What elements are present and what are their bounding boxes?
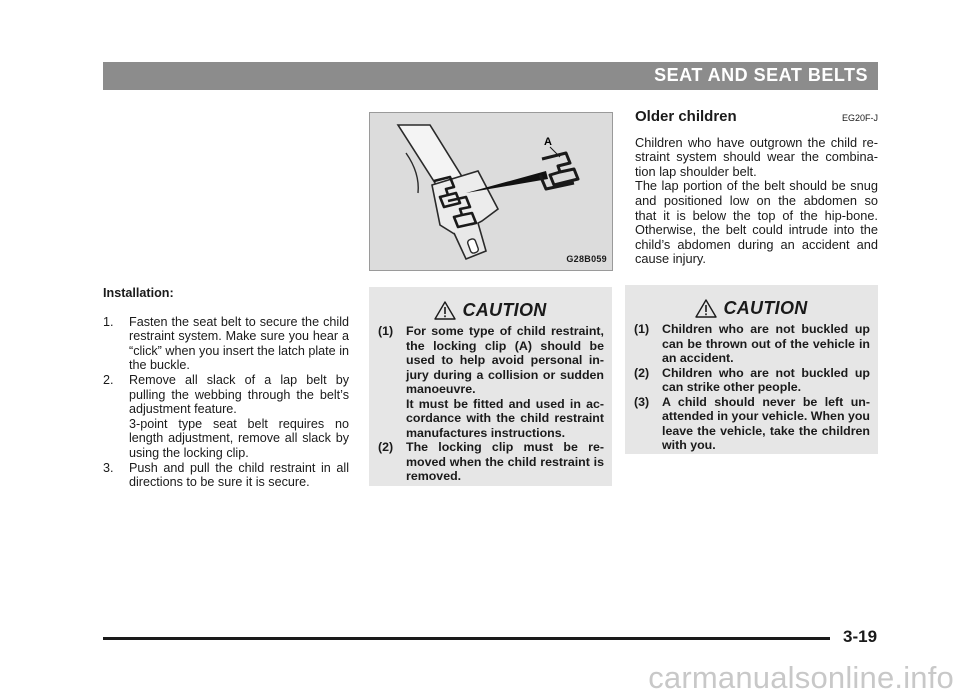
- caution-list: [625, 322, 878, 453]
- page-header-title: SEAT AND SEAT BELTS: [654, 65, 868, 85]
- page-number: 3-19: [843, 627, 878, 646]
- step-number: 2.: [103, 372, 114, 387]
- step-text: Push and pull the child restraint in all directions to be sure it is secure.: [129, 460, 349, 490]
- step-number: 3.: [103, 460, 114, 475]
- body-paragraph: The lap portion of the belt should be snug and positioned low on the abdomen so that it is below the top of the hip-bone. Otherwise, the belt could intrude into the child’s abdomen during an accident and cause injury.: [635, 178, 878, 267]
- belt-webbing-edge: [406, 153, 418, 193]
- footer-rule: [103, 637, 830, 640]
- older-children-section: [635, 110, 878, 267]
- caution-box-older-children: [625, 285, 878, 454]
- header-bar: [103, 62, 878, 90]
- locking-clip-detail: [540, 153, 578, 189]
- section-code: EG20F-J: [841, 113, 878, 123]
- figure-label-a: A: [544, 136, 552, 148]
- caution-title-text: CAUTION: [723, 298, 808, 319]
- list-item: [103, 315, 349, 373]
- list-item: [378, 324, 604, 440]
- section-header: [635, 110, 878, 126]
- warning-triangle-icon: [434, 301, 456, 320]
- figure-code: G28B059: [566, 254, 607, 264]
- caution-text: The locking clip must be re-moved when the child restraint is removed.: [406, 440, 604, 483]
- caution-text: A child should never be left un-attended in your vehicle. When you leave the vehicle, take the children with you.: [662, 394, 870, 452]
- list-item: [634, 322, 870, 366]
- caution-text-continued: It must be fitted and used in ac-cordance with the child restraint manufactures instructions.: [406, 396, 604, 440]
- locking-clip-illustration: [369, 112, 613, 271]
- watermark: carmanualsonline.info: [648, 660, 954, 695]
- caution-title: [369, 301, 612, 320]
- list-item: [103, 373, 349, 461]
- installation-steps: [103, 315, 349, 490]
- step-number: 1.: [103, 314, 114, 329]
- installation-section: [103, 286, 349, 490]
- installation-heading: Installation:: [103, 286, 174, 300]
- body-paragraph: Children who have outgrown the child re-straint system should wear the combina-tion lap shoulder belt.: [635, 134, 878, 179]
- caution-number: (1): [634, 322, 650, 336]
- caution-list: [369, 324, 612, 484]
- caution-text: Children who are not buckled up can strike other people.: [662, 365, 870, 394]
- caution-title-text: CAUTION: [462, 300, 547, 321]
- caution-box-child-restraint: [369, 287, 612, 486]
- caution-number: (1): [378, 324, 394, 338]
- warning-triangle-icon: [695, 299, 717, 318]
- list-item: [634, 366, 870, 395]
- caution-number: (2): [378, 440, 394, 454]
- seat-belt-clip-drawing: [370, 113, 612, 270]
- caution-number: (3): [634, 394, 650, 409]
- caution-text: For some type of child restraint, the locking clip (A) should be used to help avoid personal in-jury during a collision or sudden manoeuvre.: [406, 324, 604, 396]
- list-item: [378, 440, 604, 484]
- caution-title: [625, 299, 878, 318]
- caution-number: (2): [634, 365, 650, 380]
- step-text: Remove all slack of a lap belt by pulling the webbing through the belt’s adjustment feature.: [129, 372, 349, 417]
- caution-text: Children who are not buckled up can be thrown out of the vehicle in an accident.: [662, 322, 870, 365]
- list-item: [634, 395, 870, 453]
- step-text: Fasten the seat belt to secure the child restraint system. Make sure you hear a “click” when you insert the latch plate in the buckle.: [129, 314, 349, 373]
- list-item: [103, 461, 349, 490]
- section-title: Older children: [635, 108, 737, 125]
- step-text-continued: 3-point type seat belt requires no length adjustment, remove all slack by using the locking clip.: [129, 416, 349, 460]
